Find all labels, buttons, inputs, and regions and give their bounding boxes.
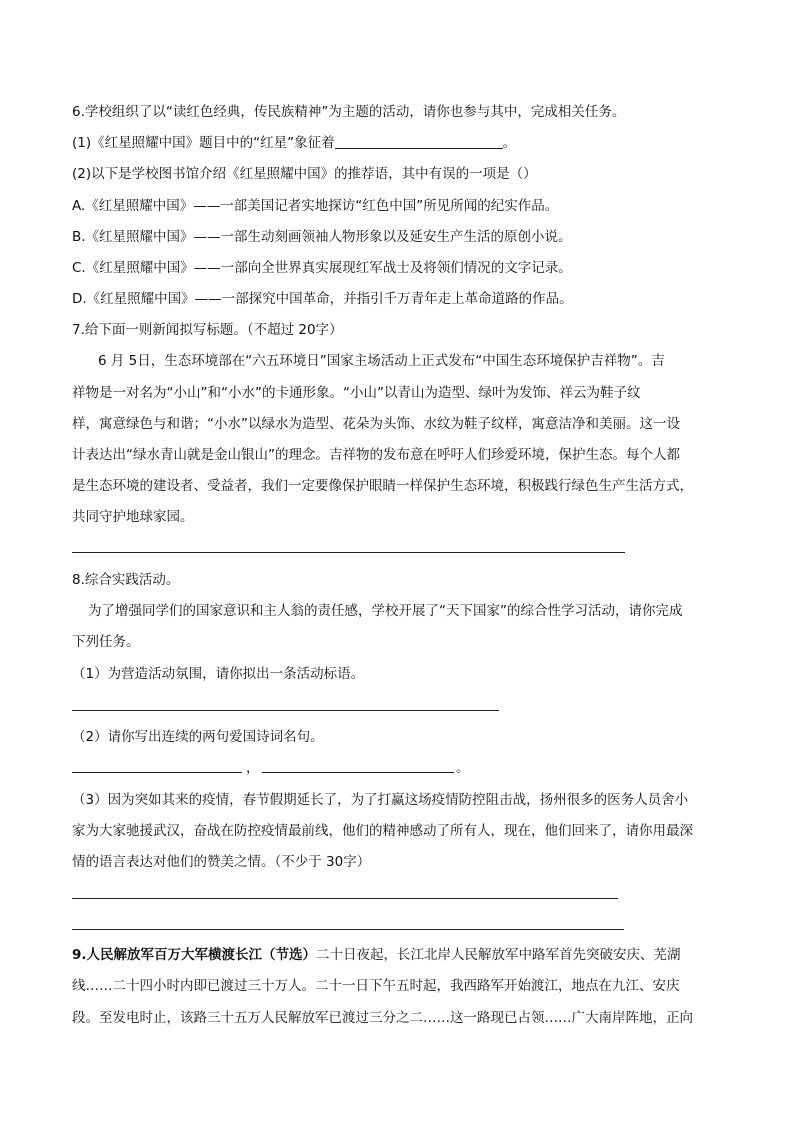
q8-task1-answer-line[interactable] <box>72 710 499 711</box>
q8-task2-comma: ， <box>246 760 260 776</box>
q8-task2-blank-2[interactable] <box>262 772 454 773</box>
q6-option-a: A.《红星照耀中国》——一部美国记者实地探访“红色中国”所见所闻的纪实作品。 <box>72 198 559 214</box>
q7-passage-line: 计表达出“绿水青山就是金山银山”的理念。吉祥物的发布意在呼吁人们珍爱环境，保护生态。每个人都 <box>72 447 680 463</box>
q6-sub1-end: 。 <box>502 135 517 151</box>
q6-option-b: B.《红星照耀中国》——一部生动刻画领袖人物形象以及延安生产生活的原创小说。 <box>72 229 572 245</box>
q7-answer-line[interactable] <box>72 552 625 553</box>
q9-first-line <box>72 945 681 965</box>
q8-task3-answer-line-2[interactable] <box>72 929 624 930</box>
q6-stem: 6.学校组织了以“读红色经典，传民族精神”为主题的活动，请你也参与其中，完成相关任务。 <box>72 104 626 120</box>
q9-passage-start: 二十日夜起，长江北岸人民解放军中路军首先突破安庆、芜湖 <box>316 947 681 963</box>
q8-intro-line: 为了增强同学们的国家意识和主人翁的责任感，学校开展了“天下国家”的综合性学习活动，请你完成 <box>88 603 683 619</box>
q7-passage-line: 6 月 5日，生态环境部在“六五环境日”国家主场活动上正式发布“中国生态环境保护吉祥物”。吉 <box>98 353 665 369</box>
q8-task2-blank-1[interactable] <box>72 772 242 773</box>
q9-title: 9.人民解放军百万大军横渡长江（节选） <box>72 947 317 963</box>
q8-task2-period: 。 <box>456 760 470 776</box>
q6-sub2: (2)以下是学校图书馆介绍《红星照耀中国》的推荐语，其中有误的一项是（） <box>72 166 537 182</box>
q8-task3-line: （3）因为突如其来的疫情，春节假期延长了，为了打赢这场疫情防控阻击战，扬州很多的医务人员舍小 <box>72 792 689 808</box>
q7-passage-line: 是生态环境的建设者、受益者，我们一定要像保护眼睛一样保护生态环境，积极践行绿色生产生活方式， <box>72 478 693 494</box>
q8-task2: （2）请你写出连续的两句爱国诗词名句。 <box>72 729 324 745</box>
q7-passage-line: 共同守护地球家园。 <box>72 509 194 525</box>
q9-passage-line: 段。至发电时止，该路三十五万人民解放军已渡过三分之二……这一路现已占领……广大南岸阵地，正向 <box>72 1010 693 1026</box>
q8-task3-answer-line-1[interactable] <box>72 898 618 899</box>
q8-task3-line: 家为大家驰援武汉，奋战在防控疫情最前线，他们的精神感动了所有人，现在，他们回来了，请你用最深 <box>72 823 693 839</box>
q6-option-d: D.《红星照耀中国》——一部探究中国革命，并指引千万青年走上革命道路的作品。 <box>72 291 573 307</box>
q7-stem: 7.给下面一则新闻拟写标题。（不超过 20字） <box>72 322 343 338</box>
q8-stem: 8.综合实践活动。 <box>72 572 180 588</box>
q7-passage-line: 样，寓意绿色与和谐；“小水”以绿水为造型、花朵为头饰、水纹为鞋子纹样，寓意洁净和美丽。这一设 <box>72 416 680 432</box>
q7-passage-line: 祥物是一对名为“小山”和“小水”的卡通形象。“小山”以青山为造型、绿叶为发饰、祥云为鞋子纹 <box>72 385 641 401</box>
q8-task1: （1）为营造活动氛围，请你拟出一条活动标语。 <box>72 666 365 682</box>
q6-sub1-text: (1)《红星照耀中国》题目中的“红星”象征着 <box>72 135 335 151</box>
q8-intro-line: 下列任务。 <box>72 634 140 650</box>
q9-passage-line: 线……二十四小时内即已渡过三十万人。二十一日下午五时起，我西路军开始渡江，地点在九江、安庆 <box>72 978 680 994</box>
q6-option-c: C.《红星照耀中国》——一部向全世界真实展现红军战士及将领们情况的文字记录。 <box>72 260 572 276</box>
q8-task3-line: 情的语言表达对他们的赞美之情。（不少于 30字） <box>72 854 371 870</box>
q6-sub1-answer-blank[interactable] <box>335 134 503 149</box>
q6-sub1 <box>72 133 516 153</box>
